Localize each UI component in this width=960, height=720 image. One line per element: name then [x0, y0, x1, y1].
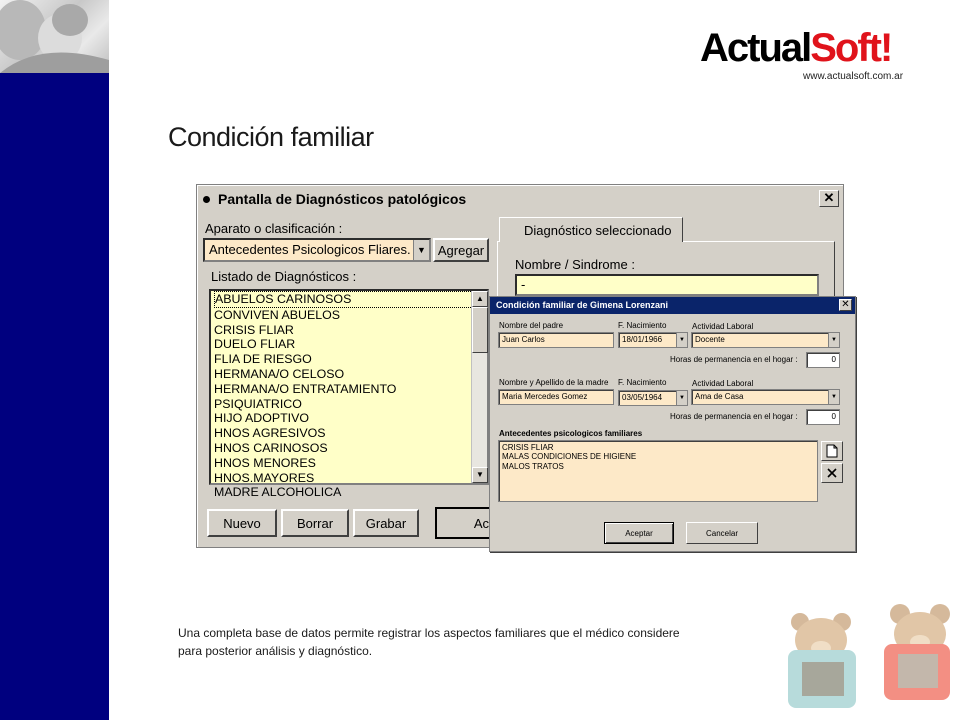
dialog-title: Condición familiar de Gimena Lorenzani — [496, 300, 669, 310]
father-birth-label: F. Nacimiento — [618, 321, 667, 330]
scroll-up-arrow-icon[interactable]: ▲ — [472, 291, 488, 307]
description-line-1: Una completa base de datos permite registrar los aspectos familiares que el médico considere — [178, 626, 680, 640]
chevron-down-icon[interactable]: ▼ — [828, 333, 839, 347]
list-item[interactable]: DUELO FLIAR — [214, 337, 296, 352]
family-condition-dialog — [489, 296, 856, 552]
dialog-close-button[interactable]: ✕ — [839, 299, 852, 311]
actualsoft-logo — [700, 28, 891, 68]
father-job-select[interactable] — [691, 332, 840, 348]
new-document-icon — [826, 444, 838, 458]
mother-hours-field[interactable]: 0 — [806, 409, 840, 425]
list-item[interactable]: HERMANA/O ENTRATAMIENTO PSIQUIATRICO — [214, 381, 397, 411]
list-item[interactable]: MALAS CONDICIONES DE HIGIENE — [502, 452, 637, 462]
mother-birth-value: 03/05/1964 — [622, 393, 663, 402]
teddy-bears-image — [770, 600, 960, 720]
tab-selected-diagnosis[interactable]: Diagnóstico seleccionado — [499, 217, 683, 242]
window-close-button[interactable]: ✕ — [819, 190, 839, 207]
father-birth-field[interactable] — [618, 332, 688, 348]
mother-job-value: Ama de Casa — [695, 392, 744, 401]
father-name-label: Nombre del padre — [499, 321, 564, 330]
cancel-button[interactable]: Cancelar — [686, 522, 758, 544]
description-line-2: para posterior análisis y diagnóstico. — [178, 644, 373, 658]
list-item[interactable]: HNOS CARINOSOS — [214, 440, 328, 455]
page-description — [178, 624, 748, 660]
category-label: Aparato o clasificación : — [205, 221, 343, 236]
list-item[interactable]: MALOS TRATOS — [502, 461, 564, 471]
window-title: Pantalla de Diagnósticos patológicos — [218, 191, 467, 207]
mother-hours-label: Horas de permanencia en el hogar : — [670, 412, 798, 421]
accept-button[interactable]: Aceptar — [604, 522, 674, 544]
page-title: Condición familiar — [168, 122, 374, 152]
dialog-titlebar — [490, 297, 855, 314]
accept-button[interactable]: Ac — [435, 507, 495, 539]
list-item[interactable]: HNOS MENORES — [214, 455, 316, 470]
list-item[interactable]: FLIA DE RIESGO — [214, 352, 312, 367]
header-photo — [0, 0, 109, 73]
name-syndrome-label: Nombre / Sindrome : — [515, 257, 635, 272]
mother-name-field[interactable]: Maria Mercedes Gomez — [498, 389, 614, 405]
list-item[interactable]: CONVIVEN ABUELOS — [214, 307, 341, 322]
sidebar-band — [0, 73, 109, 720]
list-item[interactable]: MADRE ALCOHOLICA — [214, 485, 342, 500]
mother-name-label: Nombre y Apellido de la madre — [499, 378, 609, 387]
new-antecedent-button[interactable] — [821, 441, 843, 461]
scroll-thumb[interactable] — [472, 307, 488, 353]
chevron-down-icon[interactable]: ▼ — [828, 390, 839, 404]
mother-job-select[interactable] — [691, 389, 840, 405]
list-item[interactable]: HIJO ADOPTIVO — [214, 411, 310, 426]
father-hours-label: Horas de permanencia en el hogar : — [670, 355, 798, 364]
save-button[interactable]: Grabar — [353, 509, 419, 537]
father-hours-field[interactable]: 0 — [806, 352, 840, 368]
name-syndrome-field[interactable]: - — [515, 274, 819, 296]
mother-birth-field[interactable] — [618, 390, 688, 406]
category-select-value: Antecedentes Psicologicos Fliares. — [209, 242, 411, 257]
list-item[interactable]: ABUELOS CARINOSOS — [214, 291, 487, 308]
chevron-down-icon[interactable]: ▼ — [676, 333, 687, 347]
list-item[interactable]: CRISIS FLIAR — [214, 322, 294, 337]
list-item[interactable]: HNOS.MAYORES — [214, 470, 315, 485]
delete-antecedent-button[interactable] — [821, 463, 843, 483]
list-item[interactable]: HNOS AGRESIVOS — [214, 426, 326, 441]
father-name-field[interactable]: Juan Carlos — [498, 332, 614, 348]
list-item[interactable]: HERMANA/O CELOSO — [214, 366, 345, 381]
delete-x-icon — [826, 467, 838, 479]
add-button[interactable]: Agregar — [433, 238, 489, 262]
father-birth-value: 18/01/1966 — [622, 335, 663, 344]
window-titlebar — [197, 185, 843, 213]
mother-birth-label: F. Nacimiento — [618, 378, 667, 387]
chevron-down-icon[interactable]: ▼ — [676, 391, 687, 405]
new-button[interactable]: Nuevo — [207, 509, 277, 537]
chevron-down-icon[interactable]: ▼ — [413, 240, 429, 260]
scroll-down-arrow-icon[interactable]: ▼ — [472, 467, 488, 483]
logo-text-actual: Actual — [700, 26, 811, 70]
mother-job-label: Actividad Laboral — [692, 379, 754, 388]
delete-button[interactable]: Borrar — [281, 509, 349, 537]
diagnoses-list-label: Listado de Diagnósticos : — [211, 269, 357, 284]
antecedents-label: Antecedentes psicologicos familiares — [499, 429, 643, 438]
antecedents-list[interactable] — [498, 440, 818, 502]
diagnoses-list[interactable] — [209, 289, 489, 500]
logo-text-soft: Soft! — [810, 26, 892, 70]
logo-url: www.actualsoft.com.ar — [803, 71, 904, 82]
list-item[interactable]: CRISIS FLIAR — [502, 443, 554, 452]
father-job-value: Docente — [695, 335, 725, 344]
bullet-icon — [203, 196, 210, 203]
father-job-label: Actividad Laboral — [692, 322, 754, 331]
list-scrollbar[interactable] — [471, 291, 487, 483]
category-select[interactable] — [203, 238, 431, 262]
